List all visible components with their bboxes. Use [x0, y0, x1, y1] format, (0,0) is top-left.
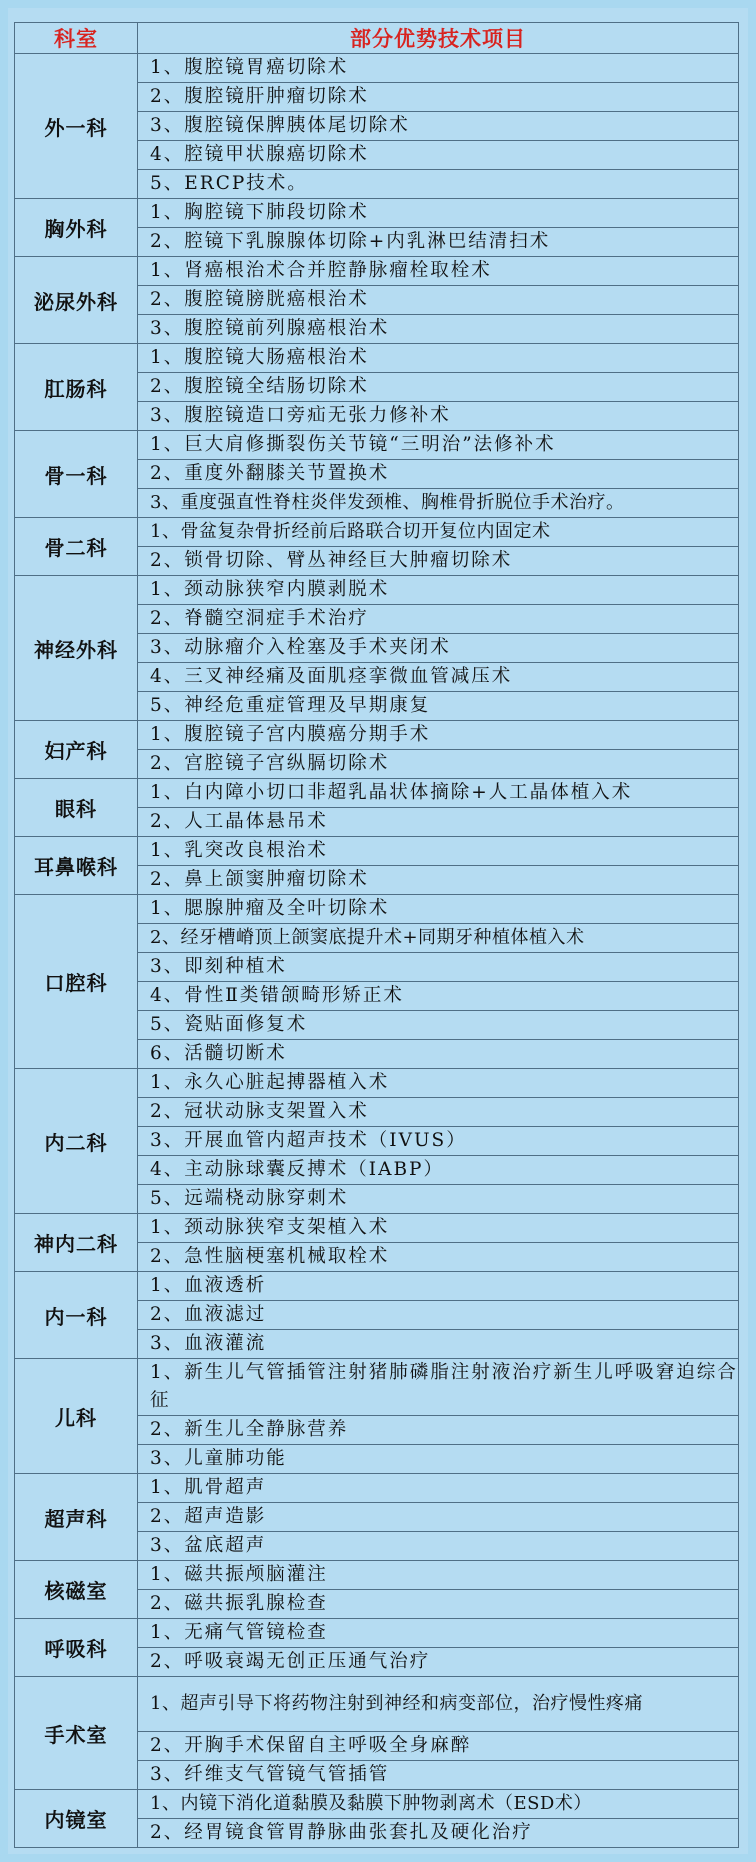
department-name: 眼科	[15, 779, 138, 837]
table-row	[15, 779, 739, 808]
project-item: 5、远端桡动脉穿刺术	[138, 1185, 739, 1214]
project-item: 2、腹腔镜肝肿瘤切除术	[138, 83, 739, 112]
project-item: 5、瓷贴面修复术	[138, 1011, 739, 1040]
project-item: 1、乳突改良根治术	[138, 837, 739, 866]
project-item: 2、超声造影	[138, 1503, 739, 1532]
department-name: 呼吸科	[15, 1619, 138, 1677]
project-item: 2、新生儿全静脉营养	[138, 1416, 739, 1445]
project-item: 4、三叉神经痛及面肌痉挛微血管减压术	[138, 663, 739, 692]
department-name: 神经外科	[15, 576, 138, 721]
project-item: 2、鼻上颌窦肿瘤切除术	[138, 866, 739, 895]
table-row	[15, 721, 739, 750]
project-item: 4、腔镜甲状腺癌切除术	[138, 141, 739, 170]
department-name: 核磁室	[15, 1561, 138, 1619]
table-row	[15, 344, 739, 373]
project-item: 2、血液滤过	[138, 1301, 739, 1330]
table-body	[15, 54, 739, 1848]
table-row	[15, 1561, 739, 1590]
tech-table	[14, 22, 739, 1848]
project-item: 3、重度强直性脊柱炎伴发颈椎、胸椎骨折脱位手术治疗。	[138, 489, 739, 518]
table-row	[15, 1619, 739, 1648]
project-item: 1、颈动脉狭窄内膜剥脱术	[138, 576, 739, 605]
project-item: 2、重度外翻膝关节置换术	[138, 460, 739, 489]
project-item: 6、活髓切断术	[138, 1040, 739, 1069]
table-row	[15, 1474, 739, 1503]
project-item: 4、主动脉球囊反搏术（IABP）	[138, 1156, 739, 1185]
department-name: 耳鼻喉科	[15, 837, 138, 895]
project-item: 2、腹腔镜膀胱癌根治术	[138, 286, 739, 315]
project-item: 1、腹腔镜大肠癌根治术	[138, 344, 739, 373]
department-name: 神内二科	[15, 1214, 138, 1272]
department-name: 儿科	[15, 1359, 138, 1474]
department-name: 内一科	[15, 1272, 138, 1359]
department-name: 超声科	[15, 1474, 138, 1561]
project-item: 1、肾癌根治术合并腔静脉瘤栓取栓术	[138, 257, 739, 286]
table-row	[15, 1677, 739, 1732]
table-row	[15, 837, 739, 866]
department-name: 内镜室	[15, 1790, 138, 1848]
table-row	[15, 257, 739, 286]
project-item: 1、肌骨超声	[138, 1474, 739, 1503]
table-row	[15, 199, 739, 228]
project-item: 2、脊髓空洞症手术治疗	[138, 605, 739, 634]
project-item: 5、神经危重症管理及早期康复	[138, 692, 739, 721]
project-item: 2、宫腔镜子宫纵膈切除术	[138, 750, 739, 779]
project-item: 2、呼吸衰竭无创正压通气治疗	[138, 1648, 739, 1677]
project-item: 3、儿童肺功能	[138, 1445, 739, 1474]
project-item: 1、永久心脏起搏器植入术	[138, 1069, 739, 1098]
table-row	[15, 1214, 739, 1243]
project-item: 2、冠状动脉支架置入术	[138, 1098, 739, 1127]
project-item: 2、磁共振乳腺检查	[138, 1590, 739, 1619]
project-item: 1、腹腔镜胃癌切除术	[138, 54, 739, 83]
header-department: 科室	[15, 23, 138, 54]
project-item: 1、骨盆复杂骨折经前后路联合切开复位内固定术	[138, 518, 739, 547]
project-item: 1、新生儿气管插管注射猪肺磷脂注射液治疗新生儿呼吸窘迫综合征	[138, 1359, 739, 1416]
project-item: 2、经胃镜食管胃静脉曲张套扎及硬化治疗	[138, 1819, 739, 1848]
project-item: 2、人工晶体悬吊术	[138, 808, 739, 837]
department-name: 内二科	[15, 1069, 138, 1214]
department-name: 口腔科	[15, 895, 138, 1069]
project-item: 3、纤维支气管镜气管插管	[138, 1761, 739, 1790]
project-item: 1、内镜下消化道黏膜及黏膜下肿物剥离术（ESD术）	[138, 1790, 739, 1819]
project-item: 5、ERCP技术。	[138, 170, 739, 199]
project-item: 2、腔镜下乳腺腺体切除+内乳淋巴结清扫术	[138, 228, 739, 257]
table-row	[15, 431, 739, 460]
project-item: 1、无痛气管镜检查	[138, 1619, 739, 1648]
project-item: 2、腹腔镜全结肠切除术	[138, 373, 739, 402]
document-sheet	[8, 8, 748, 1854]
project-item: 1、腹腔镜子宫内膜癌分期手术	[138, 721, 739, 750]
project-item: 3、盆底超声	[138, 1532, 739, 1561]
project-item: 3、开展血管内超声技术（IVUS）	[138, 1127, 739, 1156]
project-item: 1、颈动脉狭窄支架植入术	[138, 1214, 739, 1243]
project-item: 4、骨性Ⅱ类错颌畸形矫正术	[138, 982, 739, 1011]
project-item: 1、血液透析	[138, 1272, 739, 1301]
project-item: 1、磁共振颅脑灌注	[138, 1561, 739, 1590]
department-name: 肛肠科	[15, 344, 138, 431]
project-item: 3、腹腔镜保脾胰体尾切除术	[138, 112, 739, 141]
department-name: 外一科	[15, 54, 138, 199]
department-name: 妇产科	[15, 721, 138, 779]
project-item: 1、胸腔镜下肺段切除术	[138, 199, 739, 228]
project-item: 3、腹腔镜造口旁疝无张力修补术	[138, 402, 739, 431]
department-name: 骨二科	[15, 518, 138, 576]
project-item: 3、即刻种植术	[138, 953, 739, 982]
table-row	[15, 895, 739, 924]
table-row	[15, 1069, 739, 1098]
table-row	[15, 1272, 739, 1301]
table-row	[15, 1359, 739, 1416]
project-item: 1、腮腺肿瘤及全叶切除术	[138, 895, 739, 924]
project-item: 1、白内障小切口非超乳晶状体摘除+人工晶体植入术	[138, 779, 739, 808]
table-header-row	[15, 23, 739, 54]
project-item: 1、巨大肩修撕裂伤关节镜“三明治”法修补术	[138, 431, 739, 460]
project-item: 2、经牙槽嵴顶上颌窦底提升术+同期牙种植体植入术	[138, 924, 739, 953]
project-item: 3、血液灌流	[138, 1330, 739, 1359]
department-name: 胸外科	[15, 199, 138, 257]
table-row	[15, 576, 739, 605]
department-name: 泌尿外科	[15, 257, 138, 344]
table-row	[15, 1790, 739, 1819]
project-item: 3、腹腔镜前列腺癌根治术	[138, 315, 739, 344]
department-name: 手术室	[15, 1677, 138, 1790]
table-row	[15, 518, 739, 547]
project-item: 2、开胸手术保留自主呼吸全身麻醉	[138, 1732, 739, 1761]
project-item: 2、急性脑梗塞机械取栓术	[138, 1243, 739, 1272]
project-item: 3、动脉瘤介入栓塞及手术夹闭术	[138, 634, 739, 663]
project-item: 1、超声引导下将药物注射到神经和病变部位，治疗慢性疼痛	[138, 1677, 739, 1732]
header-projects: 部分优势技术项目	[138, 23, 739, 54]
project-item: 2、锁骨切除、臂丛神经巨大肿瘤切除术	[138, 547, 739, 576]
department-name: 骨一科	[15, 431, 138, 518]
table-row	[15, 54, 739, 83]
